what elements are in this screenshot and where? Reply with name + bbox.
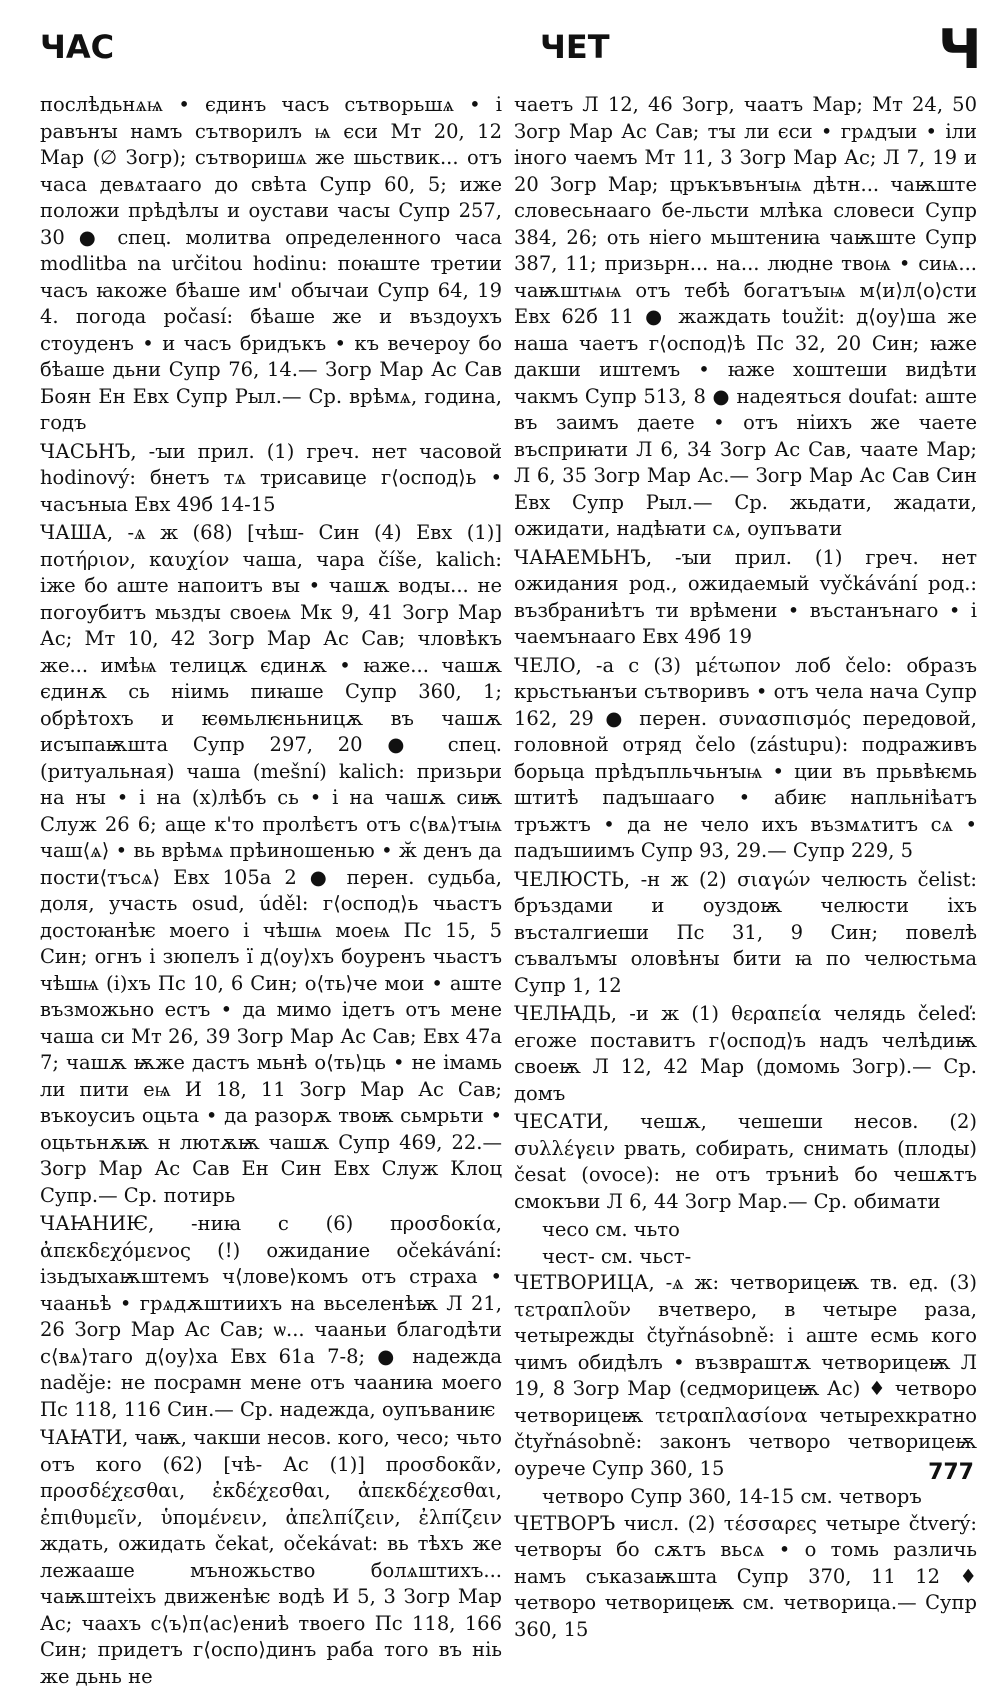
- entry-chasn: ЧАСЬНЪ, -ꙑи прил. (1) греч. нет часовой hodinový: бнетъ тѧ трисавице г⟨оспод⟩ь • часъныа Евх 49б 14-15: [40, 439, 502, 516]
- page-number: 777: [928, 1460, 974, 1485]
- entry-chasha: ЧАША, -ѧ ж (68) [чѣш- Син (4) Евх (1)] ποτήριον, καυχίον чаша, чара číše, kalich: іже бо аште напоитъ вꙑ • чашѫ водꙑ... не погоубитъ мьздꙑ своеѩ Мк 9, 41 Зогр Мар Ас; Мт 10, 42 Зогр Мар Ас Сав; чловѣкъ же... имѣѩ телицѫ єдинѫ • ꙗже... чашѫ єдинѫ сь ніимь пиꙗше Супр 360, 1; обрѣтохъ и ѥѳмьлѥньницѫ въ чашѫ исꙑпаѭшта Супр 297, 20 ● спец. (ритуальная) чаша (mešní) kalich: призьри на нꙑ • і на (х)лѣбъ сь • і на чашѫ сиѭ Служ 26 6; аще к'то пролѣєтъ отъ с⟨вѧ⟩тꙑѩ чаш⟨ѧ⟩ • вь врѣмѧ прѣиношенью • ӂ денъ да пости⟨тъсѧ⟩ Евх 105а 2 ● перен. судьба, доля, участь osud, úděl: г⟨оспод⟩ь чьастъ достоꙗнѣѥ моего і чѣшѩ моеѩ Пс 15, 5 Син; огнъ і зюпелъ ї д⟨оу⟩хъ боуренъ чьастъ чѣшѩ (і)хъ Пс 10, 6 Син; о⟨ть⟩че мои • аште възможьно естъ • да мимо ідетъ отъ мене чаша си Мт 26, 39 Зогр Мар Ас Сав; Евх 47а 7; чашѫ ѭже дастъ мьнѣ о⟨ть⟩ць • не імамь ли пити еѩ И 18, 11 Зогр Мар Ас Сав; въкоусиъ оцьта • да разорѫ твоѭ сьмрьти • оцьтьнѫѭ н лютѫѭ чашѫ Супр 469, 22.— Зогр Мар Ас Сав Ен Син Евх Служ Клоц Супр.— Ср. потирь: [40, 521, 502, 1207]
- entry-chelyust: ЧЕЛЮСТЬ, -н ж (2) σιαγών челюсть čelist: бръздами и оуздоѭ челюсти іхъ въсталгиеши Пс 31, 9 Син; повелѣ съвалъмꙑ оловѣнꙑ бити ꙗ по челюстьма Супр 1, 12: [514, 867, 977, 997]
- running-head-left: ЧАС: [40, 28, 115, 66]
- entry-chetvor: ЧЕТВОРЪ числ. (2) τέσσαρες четыре čtverý: четворꙑ бо сѫтъ вьсѧ • о томь различь намъ съказаѭшта Супр 370, 11 12 ♦ четворо четворицеѭ см. четворица.— Супр 360, 15: [514, 1511, 977, 1641]
- entry-chaati: ЧАꙖТИ, чаѭ, чакши несов. кого, чесо; чьто отъ кого (62) [чѣ- Ас (1)] προσδοκᾶν, προσδέχεσθαι, ἐκδέχεσθαι, ἀπεκδέχεσθαι, ἐπιθυμεῖν, ὑπομένειν, ἀπελπίζειν, ἐλπίζειν ждать, ожидать čekat, očekávat: вь тѣхъ же лежааше мъножьство болѧштихъ... чаѭштеіхъ движенѣѥ водѣ И 5, 3 Зогр Мар Ас; чаахъ с⟨ъ⟩п⟨ас⟩ениѣ твоего Пс 118, 166 Син; придетъ г⟨оспо⟩динъ раба того въ ніь же дьнь не: [40, 1426, 502, 1688]
- cross-ref-cheso: чесо см. чьто: [542, 1218, 680, 1241]
- entry-chelyad: ЧЕЛꙖДЬ, -и ж (1) θεραπεία челядь čeleď: егоже поставитъ г⟨оспод⟩ъ надъ челѣдиѭ своеѭ Л 12, 42 Мар (домомь Зогр).— Ср. домъ: [514, 1002, 977, 1105]
- section-letter: Ч: [938, 18, 982, 81]
- entry-chelo: ЧЕЛО, -а с (3) μέτωπον лоб čelo: образъ крьстьꙗнъи сътворивъ • отъ чела нача Супр 162, 29 ● перен. συνασπισμός передовой, головной отряд čelo (zástupu): подраживъ борьца прѣдъпльчьнꙑѩ • ции въ прьвѣѥмь штитѣ падъшааго • абиѥ напльніѣатъ тръжтъ • да не чело ихъ възмѧтитъ сѧ • падъшиимъ Супр 93, 29.— Супр 229, 5: [514, 653, 977, 862]
- entry-continuation: послѣдьнѧѩ • єдинъ часъ сътворьшѧ • і равънꙑ намъ сътворилъ ѩ єси Мт 20, 12 Мар (∅ Зогр); сътворишѧ же шьствик... отъ часа девѧтааго до свѣта Супр 60, 5; иже положи прѣдѣлꙑ и оустави часꙑ Супр 257, 30 ● спец. молитва определенного часа modlitba na určitou hodinu: поꙗште третии часъ ꙗкоже бѣаше им' обꙑчаи Супр 64, 19 4. погода počasí: бѣаше же и въздоухъ стоуденъ • и часъ бридъкъ • къ вечероу бо бѣаше дьни Супр 76, 14.— Зогр Мар Ас Сав Боян Ен Евх Супр Рыл.— Ср. врѣмѧ, година, годъ: [40, 93, 502, 434]
- right-column: [514, 92, 977, 1645]
- entry-chesati: ЧЕСАТИ, чешѫ, чешеши несов. (2) συλλέγειν рвать, собирать, снимать (плоды) česat (ovoce): не отъ тръниѣ бо чешѫтъ смокъви Л 6, 44 Зогр Мар.— Ср. обимати: [514, 1110, 977, 1213]
- entry-chaati-continued: чаетъ Л 12, 46 Зогр, чаатъ Мар; Мт 24, 50 Зогр Мар Ас Сав; тꙑ ли єси • грѧдꙑи • іли іного чаемъ Мт 11, 3 Зогр Мар Ас; Л 7, 19 и 20 Зогр Мар; цръкъвънꙑѩ дѣтн... чаѭште словесьнааго бе-льсти млѣка словеси Супр 384, 26; оть ніего мьштениꙗ чаѭште Супр 387, 11; призьрн... на... людне твоѩ • сиѩ... чаѭштѩѩ отъ тебѣ богатъꙑѩ м⟨и⟩л⟨о⟩сти Евх 62б 11 ● жаждать toužit: д⟨оу⟩ша же наша чаетъ г⟨оспод⟩ѣ Пс 32, 20 Син; ꙗже дакши иштемъ • ꙗже хоштеши видѣти чакмъ Супр 513, 8 ● надеяться doufat: аште въ заимъ даете • отъ ніихъ же чаете въсприꙗти Л 6, 34 Зогр Ас Сав, чаате Мар; Л 6, 35 Зогр Мар Ас.— Зогр Мар Ас Сав Син Евх Супр Рыл.— Ср. жьдати, жадати, ожидати, надѣꙗти сѧ, оупъвати: [514, 93, 977, 540]
- entry-chetvorica: ЧЕТВОРИЦА, -ѧ ж: четворицеѭ тв. ед. (3) τετραπλοῦν вчетверо, в четыре раза, четырежды čtyřnásobně: і аште есмь кого чимъ обидѣлъ • възвраштѫ четворицеѭ Л 19, 8 Зогр Мар (седморицеѭ Ас) ♦ четворо четворицеѭ τετραπλασίονα четырехкратно čtyřnásobně: законъ четворо четворицеѭ оурече Супр 360, 15: [514, 1271, 977, 1480]
- cross-ref-chetvoro: четворо Супр 360, 14-15 см. четворъ: [542, 1485, 922, 1508]
- running-head-center: ЧЕТ: [540, 28, 610, 66]
- entry-chaemn: ЧАꙖЕМЬНЪ, -ꙑи прил. (1) греч. нет ожидания род., ожидаемый vyčkávání род.: възбраниѣтъ ти врѣмени • въстанънаго • і чаемънааго Евх 49б 19: [514, 545, 977, 648]
- entry-chaanie: ЧАꙖНИѤ, -ниꙗ с (6) προσδοκία, ἀπεκδεχόμενος (!) ожидание očekávání: ізьдꙑхаѭштемъ ч⟨лове⟩комъ отъ страха • чааньѣ • грѧдѫштиихъ на вьселенѣѭ Л 21, 26 Зогр Мар Ас Сав; ѡ... чааньи благодѣти с⟨вѧ⟩таго д⟨оу⟩ха Евх 61а 7-8; ● надежда naděje: не посрамн мене отъ чааниꙗ моего Пс 118, 116 Син.— Ср. надежда, оупъваниѥ: [40, 1212, 502, 1421]
- left-column: [40, 92, 502, 1692]
- cross-ref-chest: чест- см. чьст-: [542, 1244, 692, 1268]
